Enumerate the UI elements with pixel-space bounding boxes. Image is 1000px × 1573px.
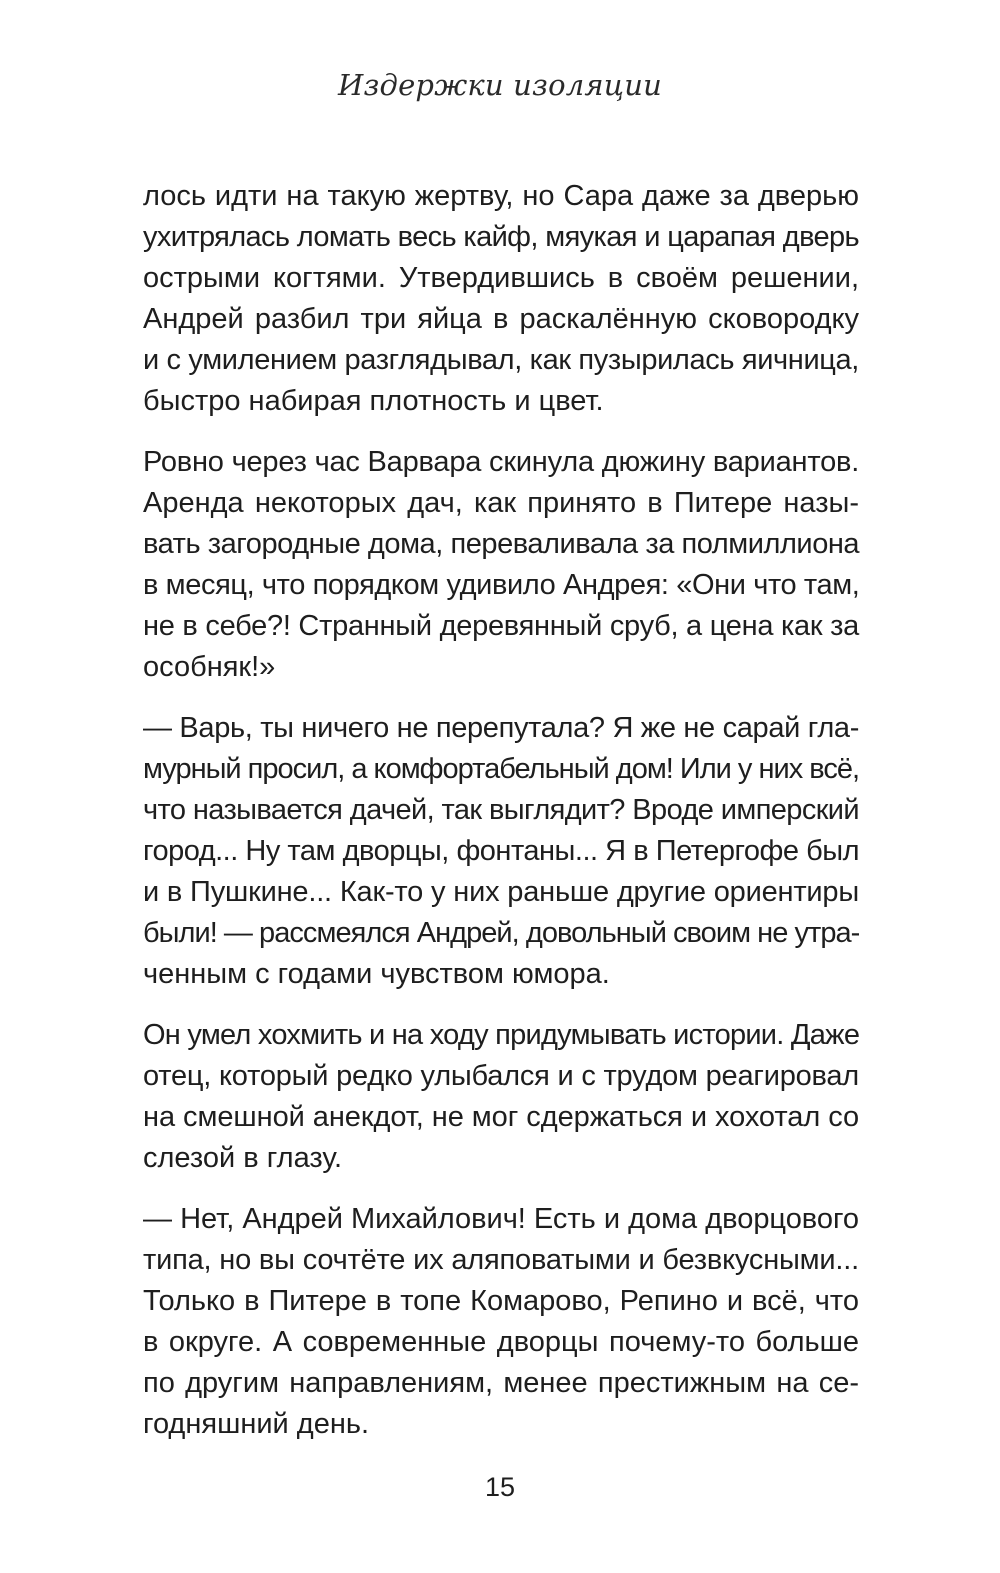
- text-line: не в себе?! Странный деревянный сруб, а цена как за: [143, 610, 859, 642]
- text-line: и с умилением разглядывал, как пузырилась яичница,: [143, 344, 859, 376]
- text-line: — Нет, Андрей Михайлович! Есть и дома дворцового: [143, 1203, 859, 1235]
- text-line: отец, который редко улыбался и с трудом реагировал: [143, 1060, 859, 1092]
- text-line: Андрей разбил три яйца в раскалённую сковородку: [143, 303, 859, 335]
- text-line: лось идти на такую жертву, но Сара даже за дверью: [143, 180, 859, 212]
- text-line: особняк!»: [143, 651, 276, 683]
- paragraph: [143, 176, 859, 422]
- text-line: на смешной анекдот, не мог сдержаться и хохотал со: [143, 1101, 860, 1133]
- text-line: острыми когтями. Утвердившись в своём решении,: [143, 262, 859, 294]
- text-line: и в Пушкине... Как-то у них раньше другие ориентиры: [143, 876, 859, 908]
- text-line: в округе. А современные дворцы почему-то больше: [143, 1326, 859, 1358]
- text-line: годняшний день.: [143, 1408, 370, 1440]
- text-line: мурный просил, а комфортабельный дом! Или у них всё,: [143, 753, 860, 785]
- text-line: что называется дачей, так выглядит? Вроде имперский: [143, 794, 859, 826]
- paragraph: [143, 1015, 859, 1179]
- text-line: Аренда некоторых дач, как принято в Питере назы-: [143, 487, 859, 519]
- text-line: Ровно через час Варвара скинула дюжину вариантов.: [143, 446, 860, 478]
- paragraph: [143, 708, 859, 995]
- text-line: слезой в глазу.: [143, 1142, 343, 1174]
- text-line: Только в Питере в топе Комарово, Репино и всё, что: [143, 1285, 859, 1317]
- text-line: ухитрялась ломать весь кайф, мяукая и царапая дверь: [143, 221, 860, 253]
- body-text: [143, 176, 859, 1465]
- text-line: вать загородные дома, переваливала за полмиллиона: [143, 528, 860, 560]
- text-line: типа, но вы сочтёте их аляповатыми и безвкусными...: [143, 1244, 859, 1276]
- paragraph: [143, 442, 859, 688]
- page-number: 15: [484, 1472, 516, 1502]
- text-line: по другим направлениям, менее престижным на се-: [143, 1367, 859, 1399]
- text-line: — Варь, ты ничего не перепутала? Я же не сарай гла-: [143, 712, 860, 744]
- text-line: были! — рассмеялся Андрей, довольный своим не утра-: [143, 917, 860, 949]
- paragraph: [143, 1199, 859, 1445]
- text-line: Он умел хохмить и на ходу придумывать истории. Даже: [143, 1019, 860, 1051]
- running-head: Издержки изоляции: [337, 68, 662, 102]
- text-line: город... Ну там дворцы, фонтаны... Я в Петергофе был: [143, 835, 859, 867]
- text-line: в месяц, что порядком удивило Андрея: «Они что там,: [143, 569, 860, 601]
- text-line: быстро набирая плотность и цвет.: [143, 385, 604, 417]
- text-line: ченным с годами чувством юмора.: [143, 958, 610, 990]
